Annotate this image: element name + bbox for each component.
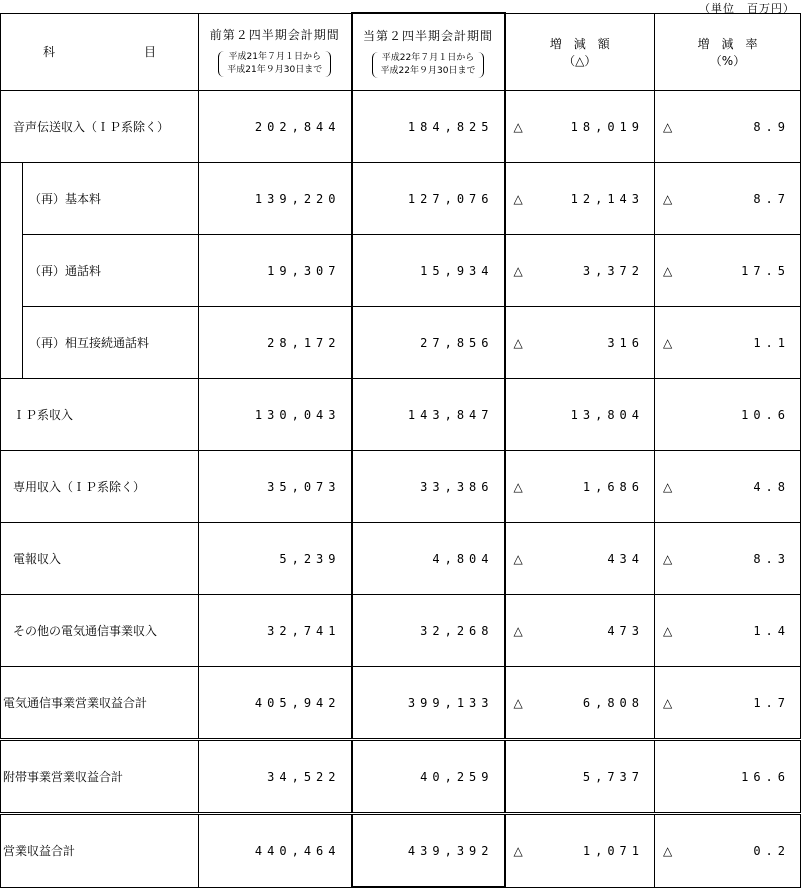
header-kamoku: 科 目 bbox=[1, 13, 199, 91]
table-row: 音声伝送収入（ＩＰ系除く） 202,844 184,825 △ 18,019 △ 8.9 bbox=[1, 91, 801, 163]
table-row: その他の電気通信事業収入 32,741 32,268 △ 473 △ 1.4 bbox=[1, 595, 801, 667]
table-row: 専用収入（ＩＰ系除く） 35,073 33,386 △ 1,686 △ 4.8 bbox=[1, 451, 801, 523]
table-row: 電気通信事業営業収益合計 405,942 399,133 △ 6,808 △ 1.7 bbox=[1, 667, 801, 740]
header-prev-period: 前第２四半期会計期間 平成21年７月１日から 平成21年９月30日まで bbox=[199, 13, 352, 91]
header-cur-period: 当第２四半期会計期間 平成22年７月１日から 平成22年９月30日まで bbox=[352, 13, 505, 91]
table-row: 電報収入 5,239 4,804 △ 434 △ 8.3 bbox=[1, 523, 801, 595]
header-rate: 増 減 率 （%） bbox=[655, 13, 801, 91]
unit-label: （単位 百万円） bbox=[699, 2, 795, 15]
header-row bbox=[1, 13, 801, 91]
prev-period-range: 平成21年７月１日から 平成21年９月30日まで bbox=[218, 51, 331, 77]
header-diff: 増 減 額 （△） bbox=[505, 13, 655, 91]
table-row: 附帯事業営業収益合計 34,522 40,259 5,737 16.6 bbox=[1, 740, 801, 814]
cur-period-range: 平成22年７月１日から 平成22年９月30日まで bbox=[372, 52, 485, 78]
table-row: ＩＰ系収入 130,043 143,847 13,804 10.6 bbox=[1, 379, 801, 451]
table-row: （再）基本料 139,220 127,076 △ 12,143 △ 8.7 bbox=[1, 163, 801, 235]
table-row: （再）通話料 19,307 15,934 △ 3,372 △ 17.5 bbox=[1, 235, 801, 307]
table-row: （再）相互接続通話料 28,172 27,856 △ 316 △ 1.1 bbox=[1, 307, 801, 379]
table-row: 営業収益合計 440,464 439,392 △ 1,071 △ 0.2 bbox=[1, 814, 801, 888]
revenue-table bbox=[0, 12, 801, 888]
